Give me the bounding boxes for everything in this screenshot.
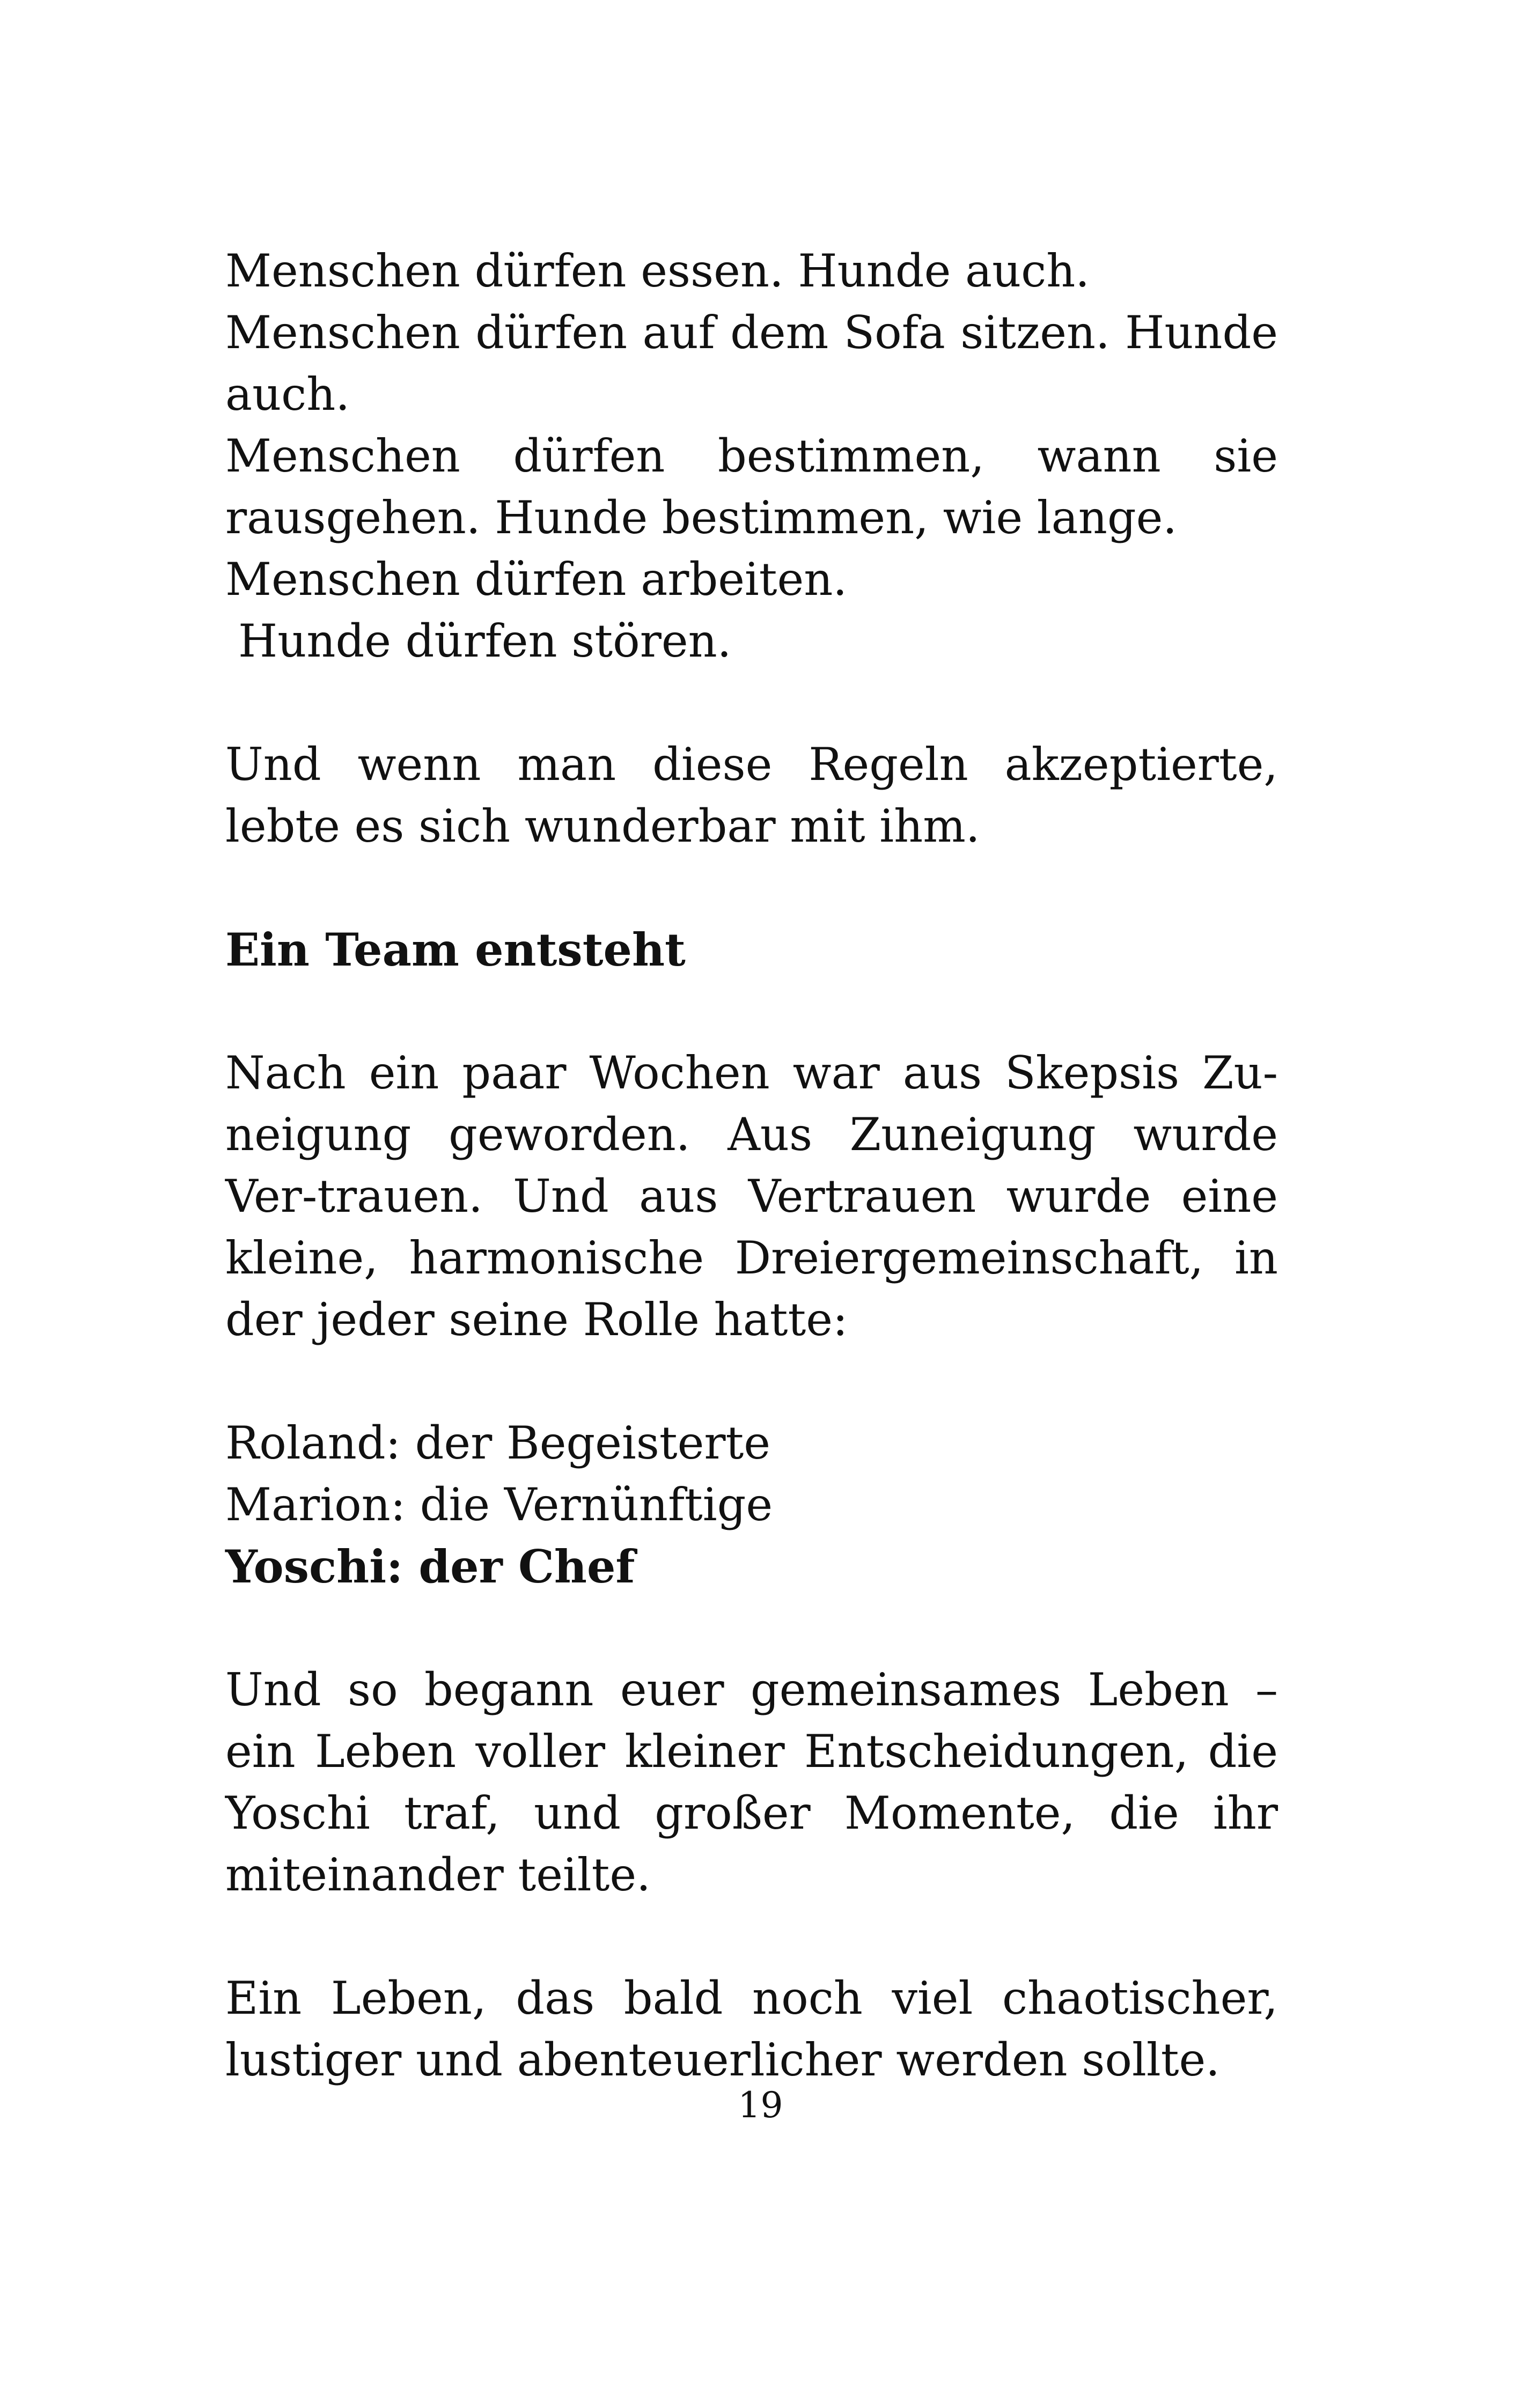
rule-line-arbeiten: Menschen dürfen arbeiten.: [225, 553, 848, 606]
paragraph-team: Nach ein paar Wochen war aus Skepsis Zu-neigung geworden. Aus Zuneigung wurde Ver-trauen. Und aus Vertrauen wurde eine kleine, harmonische Dreiergemeinschaft, in der jeder seine Rolle hatte:: [225, 1047, 1278, 1346]
paragraph-chaos: Ein Leben, das bald noch viel chaotischer, lustiger und abenteuerlicher werden sollte.: [225, 1972, 1278, 2086]
role-marion: Marion: die Vernünftige: [225, 1478, 773, 1531]
paragraph-gap: [225, 857, 1278, 919]
paragraph-gap: [225, 672, 1278, 734]
paragraph-gap: [225, 1351, 1278, 1412]
section-heading: Ein Team entsteht: [225, 923, 686, 976]
paragraph-regeln: Und wenn man diese Regeln akzeptierte, lebte es sich wunderbar mit ihm.: [225, 738, 1278, 852]
paragraph-leben: Und so begann euer gemeinsames Leben – ein Leben voller kleiner Entscheidungen, die Yoschi traf, und großer Momente, die ihr miteinander teilte.: [225, 1663, 1278, 1901]
paragraph-gap: [225, 1906, 1278, 1968]
paragraph-gap: [225, 1597, 1278, 1659]
rule-line-rausgehen: Menschen dürfen bestimmen, wann sie rausgehen. Hunde bestimmen, wie lange.: [225, 430, 1278, 544]
page-number: 19: [738, 2085, 783, 2126]
rule-line-stoeren: Hunde dürfen stören.: [238, 615, 732, 667]
rule-line-essen: Menschen dürfen essen. Hunde auch.: [225, 245, 1090, 297]
role-roland: Roland: der Begeisterte: [225, 1417, 770, 1469]
body-text: [225, 240, 1278, 2091]
paragraph-gap: [225, 981, 1278, 1042]
role-yoschi: Yoschi: der Chef: [225, 1540, 635, 1593]
rule-line-sofa: Menschen dürfen auf dem Sofa sitzen. Hunde auch.: [225, 306, 1278, 421]
